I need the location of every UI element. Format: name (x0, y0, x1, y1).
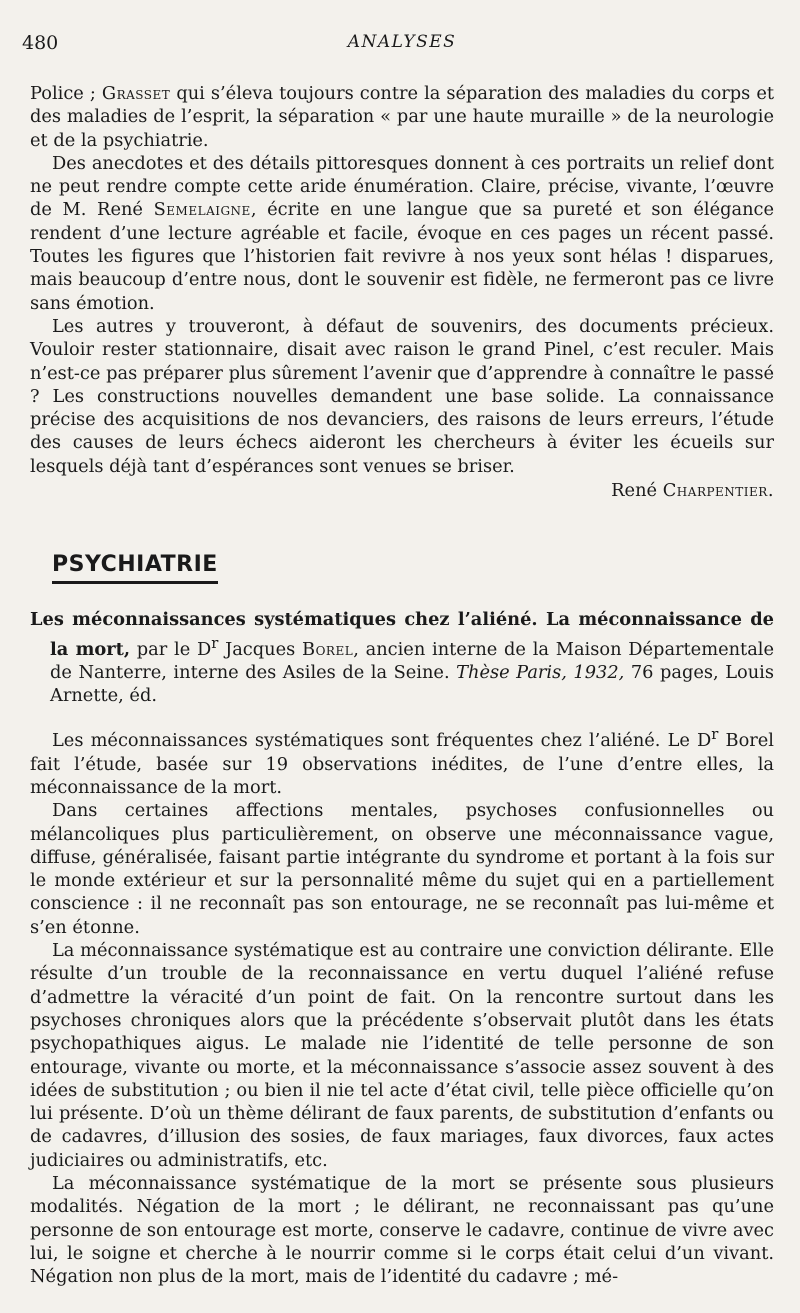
paragraph-prev-2: Des anecdotes et des détails pittoresques donnent à ces portraits un relief dont ne peut rendre compte cette aride énumération. Claire, précise, vivante, l’œuvre de M. René Semelaigne, écrite en une langue que sa pureté et son élégance rendent d’une lecture agréable et facile, évoque en ces pages un récent passé. Toutes les figures que l’historien fait revivre à nos yeux sont hélas ! disparues, mais beaucoup d’entre nous, dont le souvenir est fidèle, ne fermeront pas ce livre sans émotion. (30, 152, 775, 314)
paragraph-prev-3: Les autres y trouveront, à défaut de souvenirs, des documents précieux. Vouloir rester stationnaire, disait avec raison le grand Pinel, c’est reculer. Mais n’est-ce pas préparer plus sûrement l’avenir que d’apprendre à connaître le passé ? Les constructions nouvelles demandent une base solide. La connaissance précise des acquisitions de nos devanciers, des raisons de leurs erreurs, l’étude des causes de leurs échecs aideront les chercheurs à éviter les écueils sur lesquels déjà tant d’espérances sont venues se briser. (30, 315, 774, 477)
section-heading: PSYCHIATRIE (52, 552, 218, 584)
article-paragraph-3: La méconnaissance systématique est au contraire une conviction délirante. Elle résulte d’un trouble de la reconnaissance en vertu duquel l’aliéné refuse d’admettre la véracité d’un point de fait. On la rencontre surtout dans les psychoses chroniques alors que la précédente s’observait plutôt dans les états psychopathiques aigus. Le malade nie l’identité de telle personne de son entourage, vivante ou morte, et la méconnaissance s’associe assez souvent à des idées de substitution ; ou bien il nie tel acte d’état civil, telle pièce officielle qu’on lui présente. D’où un thème délirant de faux parents, de substitution d’enfants ou de cadavres, d’illusion des sosies, de faux mariages, faux divorces, faux actes judiciaires ou administratifs, etc. (30, 940, 774, 1171)
article-paragraph-4: La méconnaissance systématique de la mort se présente sous plusieurs modalités. Négation de la mort ; le délirant, ne reconnaissant pas qu’une personne de son entourage est morte, conserve le cadavre, continue de vivre avec lui, le soigne et cherche à le nourrir comme si le corps était celui d’un vivant. Négation non plus de la mort, mais de l’identité du cadavre ; mé- (30, 1173, 774, 1288)
page-header (22, 30, 774, 58)
page-number: 480 (22, 32, 59, 54)
review-signature: René Charpentier. (611, 480, 774, 502)
document-page (22, 30, 775, 1289)
article-title-bold: Les méconnaissances systématiques chez l’aliéné. La méconnaissance de la mort, (30, 609, 774, 660)
article-author: Borel (302, 638, 354, 660)
running-title: ANALYSES (347, 32, 457, 52)
article-citation: Thèse Paris, 1932, (456, 661, 625, 683)
article-paragraph-2: Dans certaines affections mentales, psychoses confusionnelles ou mélancoliques plus particulièrement, on observe une méconnaissance vague, diffuse, généralisée, faisant partie intégrante du syndrome et portant à la fois sur le monde extérieur et sur la personnalité même du sujet qui en a partiellement conscience : il ne reconnaît pas son entourage, ne se reconnaît pas lui-même et s’en étonne. (30, 800, 774, 938)
article-paragraph-1: Les méconnaissances systématiques sont fréquentes chez l’aliéné. Le $D^r$ Borel fait l’étude, basée sur 19 observations inédites, de l’une d’entre elles, la méconnaissance de la mort. (30, 726, 774, 798)
article-body (30, 723, 774, 1288)
author-name-semelaigne: Semelaigne (153, 199, 251, 221)
paragraph-prev-1: Police ; Grasset qui s’éleva toujours contre la séparation des maladies du corps et des maladies de l’esprit, la séparation « par une haute muraille » de la neurologie et de la psychiatrie. (30, 83, 774, 151)
author-name-grasset: Grasset (101, 83, 171, 104)
article-title: Les méconnaissances systématiques chez l’aliéné. La méconnaissance de la mort, par le $D^r$ Jacques Borel, ancien interne de la Maison Départementale de Nanterre, interne des Asiles de la Seine. Thèse Paris, 1932, 76 pages, Louis Arnette, éd. (30, 609, 775, 707)
